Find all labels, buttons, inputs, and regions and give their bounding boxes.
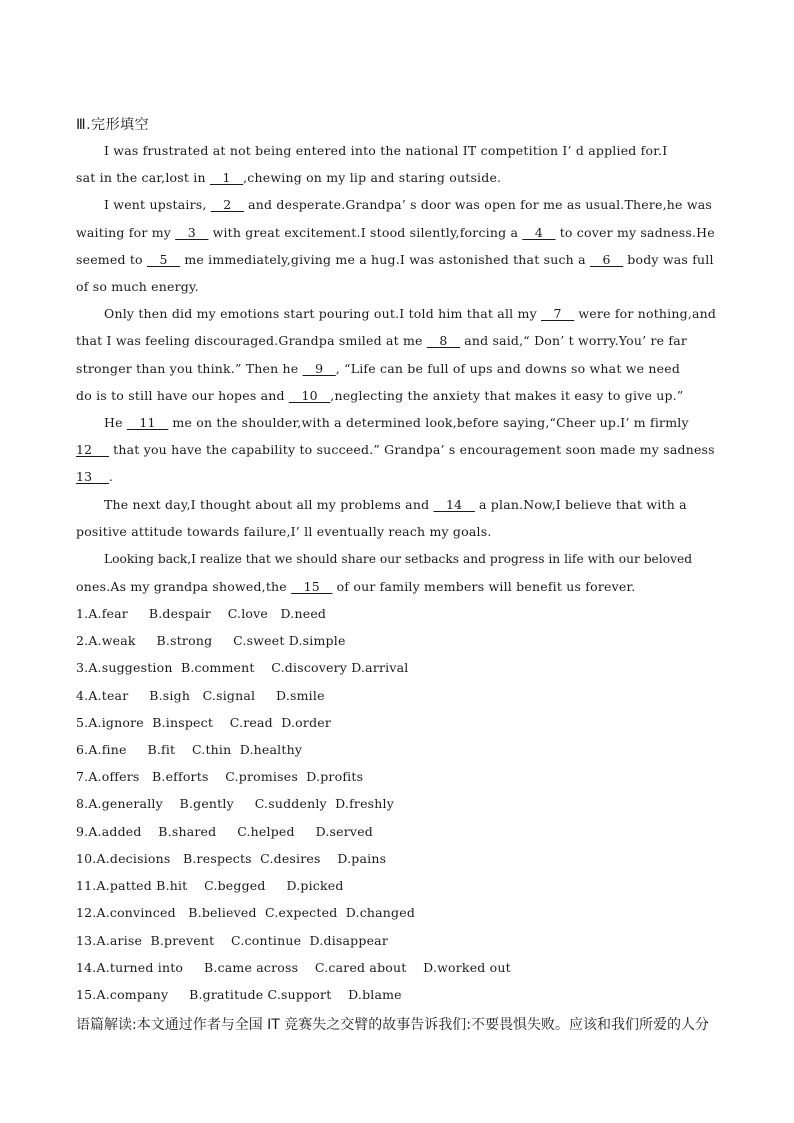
passage-line [104, 414, 718, 432]
passage-text: that you have the capability to succeed.” Grandpa’ s encouragement soon made my sadness [109, 442, 715, 457]
passage-line [76, 251, 718, 269]
passage-text: me immediately,giving me a hug.I was astonished that such a [180, 252, 590, 267]
passage-text: a plan.Now,I believe that with a [474, 497, 687, 512]
passage-line [76, 523, 718, 541]
option-row-3: 3.A.suggestion B.comment C.discovery D.arrival [76, 660, 409, 675]
passage-text: I went upstairs, [104, 197, 211, 212]
passage-text: , “Life can be full of ups and downs so what we need [335, 361, 681, 376]
passage-line [76, 578, 718, 596]
option-row-9: 9.A.added B.shared C.helped D.served [76, 824, 373, 839]
blank-1: 1 [209, 170, 244, 185]
passage-text: body was full [623, 252, 714, 267]
blank-13: 13 [76, 469, 109, 484]
passage-line [104, 142, 718, 160]
passage-text: He [104, 415, 127, 430]
blank-5: 5 [146, 252, 181, 267]
passage-text: sat in the car,lost in [76, 170, 210, 185]
passage-text: and desperate.Grandpa’ s door was open for me as usual.There,he was [243, 197, 712, 212]
passage-line [104, 550, 718, 568]
passage-line [76, 278, 718, 296]
option-row-2: 2.A.weak B.strong C.sweet D.simple [76, 633, 346, 648]
passage-text: ,chewing on my lip and staring outside. [243, 170, 502, 185]
option-row-11: 11.A.patted B.hit C.begged D.picked [76, 878, 344, 893]
option-row-8: 8.A.generally B.gently C.suddenly D.freshly [76, 796, 395, 811]
option-row-12: 12.A.convinced B.believed C.expected D.changed [76, 905, 416, 920]
option-row-10: 10.A.decisions B.respects C.desires D.pains [76, 851, 387, 866]
option-row-13: 13.A.arise B.prevent C.continue D.disappear [76, 933, 389, 948]
passage-text: do is to still have our hopes and [76, 388, 289, 403]
passage-text: The next day,I thought about all my problems and [104, 497, 434, 512]
option-row-15: 15.A.company B.gratitude C.support D.blame [76, 987, 402, 1002]
option-row-7: 7.A.offers B.efforts C.promises D.profits [76, 769, 364, 784]
blank-15: 15 [291, 579, 333, 594]
blank-4: 4 [522, 225, 556, 240]
passage-text: ones.As my grandpa showed,the [76, 579, 292, 594]
passage-text: me on the shoulder,with a determined look,before saying,“Cheer up.I’ m firmly [168, 415, 689, 430]
passage-text: of our family members will benefit us forever. [332, 579, 636, 594]
blank-11: 11 [126, 415, 169, 430]
option-row-14: 14.A.turned into B.came across C.cared about D.worked out [76, 960, 511, 975]
passage-line [104, 305, 718, 323]
passage-text: I was frustrated at not being entered into the national IT competition I’ d applied for.I [104, 143, 668, 158]
passage-text: positive attitude towards failure,I’ ll eventually reach my goals. [76, 524, 492, 539]
passage-text: were for nothing,and [574, 306, 717, 321]
passage-line [76, 387, 718, 405]
passage-text: stronger than you think.” Then he [76, 361, 303, 376]
passage-text: with great excitement.I stood silently,forcing a [208, 225, 523, 240]
blank-8: 8 [426, 333, 461, 348]
passage-text: and said,“ Don’ t worry.You’ re far [460, 333, 688, 348]
option-row-4: 4.A.tear B.sigh C.signal D.smile [76, 688, 325, 703]
blank-12: 12 [76, 442, 109, 457]
passage-text: . [109, 469, 114, 484]
passage-text: seemed to [76, 252, 147, 267]
passage-line [76, 224, 718, 242]
passage-text: Only then did my emotions start pouring out.I told him that all my [104, 306, 542, 321]
passage-text: Looking back,I realize that we should share our setbacks and progress in life with our beloved [104, 552, 693, 566]
passage-text: ,neglecting the anxiety that makes it easy to give up.” [330, 388, 684, 403]
section-title: Ⅲ.完形填空 [76, 117, 150, 133]
passage-analysis: 语篇解读:本文通过作者与全国 IT 竞赛失之交臂的故事告诉我们:不要畏惧失败。应该和我们所爱的人分 [76, 1017, 710, 1033]
blank-2: 2 [210, 197, 244, 212]
passage-line [76, 360, 718, 378]
passage-text: to cover my sadness.He [555, 225, 715, 240]
passage-line [104, 196, 718, 214]
passage-text: that I was feeling discouraged.Grandpa smiled at me [76, 333, 427, 348]
passage-line [76, 441, 718, 459]
passage-line [76, 332, 718, 350]
option-row-1: 1.A.fear B.despair C.love D.need [76, 606, 327, 621]
passage-text: waiting for my [76, 225, 176, 240]
blank-6: 6 [589, 252, 624, 267]
blank-7: 7 [541, 306, 575, 321]
blank-14: 14 [433, 497, 475, 512]
passage-line [76, 169, 718, 187]
option-row-5: 5.A.ignore B.inspect C.read D.order [76, 715, 332, 730]
blank-9: 9 [302, 361, 336, 376]
passage-text: of so much energy. [76, 279, 199, 294]
blank-3: 3 [175, 225, 209, 240]
passage-line [104, 496, 718, 514]
blank-10: 10 [288, 388, 331, 403]
option-row-6: 6.A.fine B.fit C.thin D.healthy [76, 742, 303, 757]
passage-line [76, 468, 718, 486]
